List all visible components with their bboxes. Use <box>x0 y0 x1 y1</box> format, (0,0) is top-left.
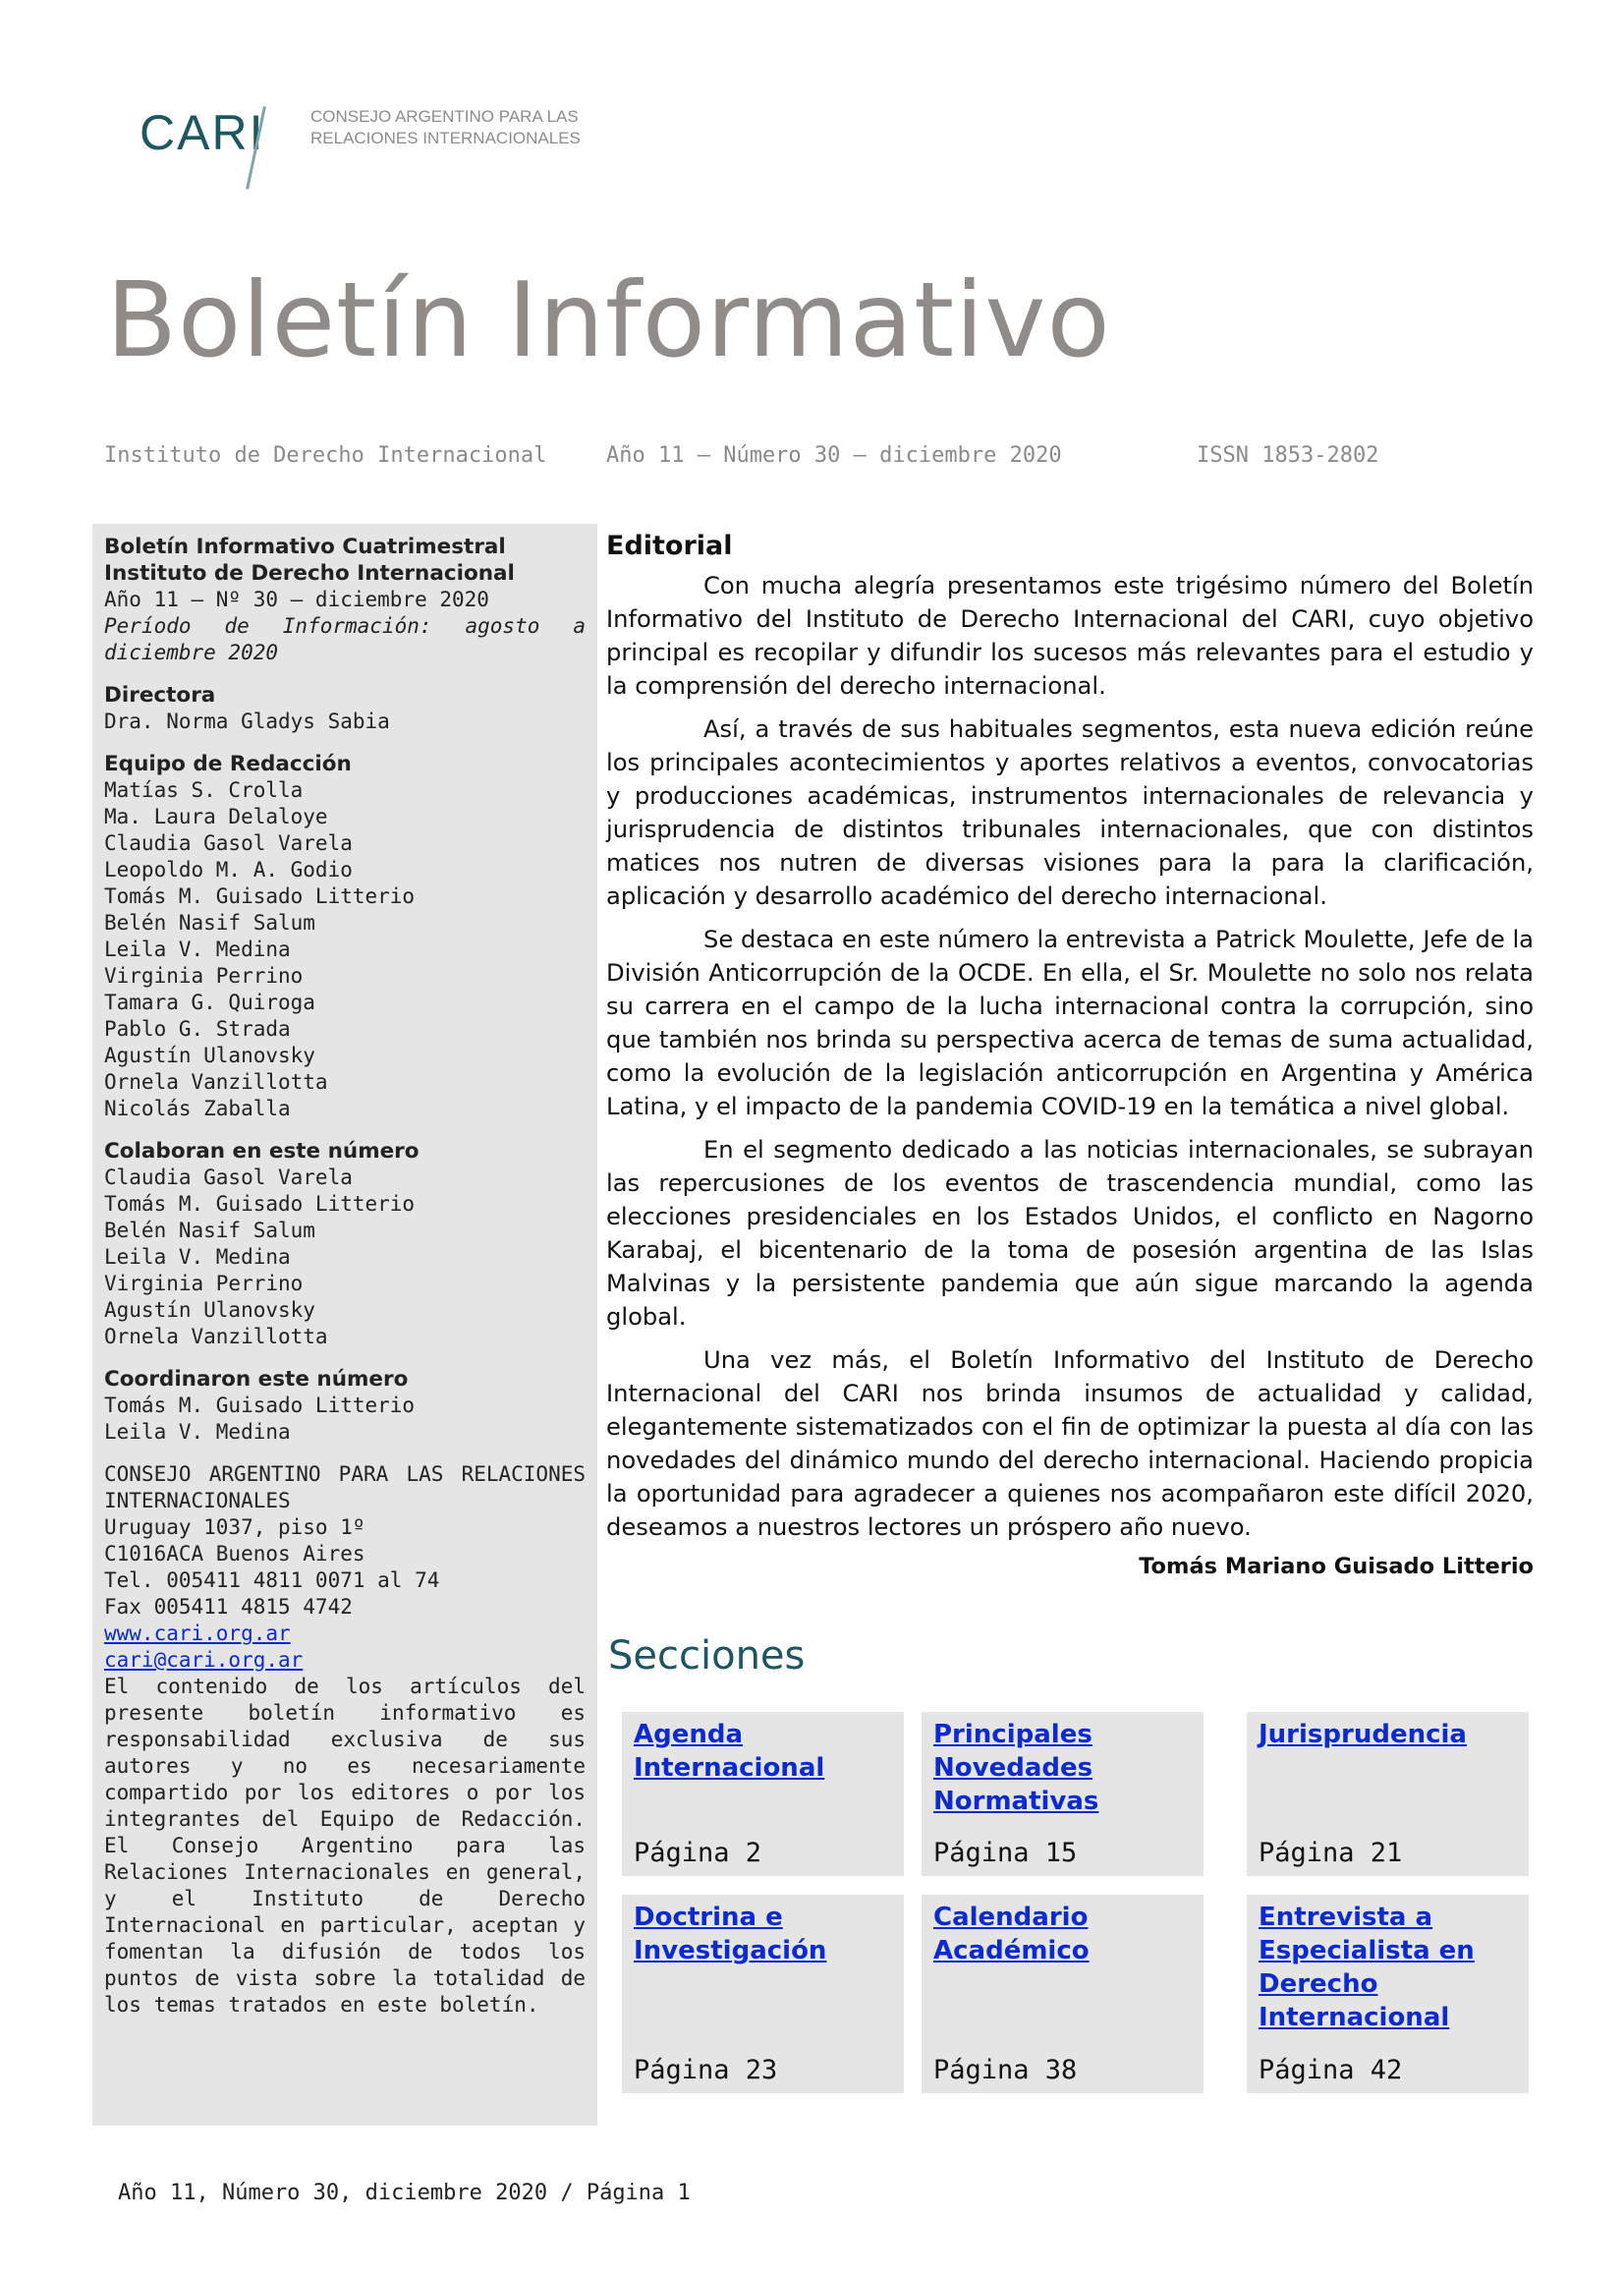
institute-label: Instituto de Derecho Internacional <box>104 443 547 468</box>
section-page-number: Página 42 <box>1259 2055 1403 2085</box>
team-member: Nicolás Zaballa <box>104 1097 291 1120</box>
issn-label: ISSN 1853-2802 <box>1197 443 1379 468</box>
team-member: Tamara G. Quiroga <box>104 991 315 1014</box>
email-link[interactable]: cari@cari.org.ar <box>104 1648 304 1672</box>
page-footer: Año 11, Número 30, diciembre 2020 / Página 1 <box>118 2181 691 2205</box>
team-member: Virginia Perrino <box>104 964 304 988</box>
editorial-paragraph: En el segmento dedicado a las noticias internacionales, se subrayan las repercusiones de los eventos de trascendencia mundial, como las elecciones presidenciales en los Estados Unidos, el conflicto en Nagorno Karabaj, el bicentenario de la toma de posesión argentina de las Islas Malvinas y la persistente pandemia que aún sigue marcando la agenda global. <box>606 1136 1534 1331</box>
team-member: Leila V. Medina <box>104 938 291 961</box>
collaborator: Virginia Perrino <box>104 1272 304 1295</box>
director-heading: Directora <box>104 683 216 708</box>
editorial-section <box>606 531 1534 1579</box>
director-name: Dra. Norma Gladys Sabia <box>104 710 390 733</box>
address-line-2: C1016ACA Buenos Aires <box>104 1542 365 1565</box>
section-page-number: Página 2 <box>634 1838 762 1868</box>
phone-number: Tel. 005411 4811 0071 al 74 <box>104 1568 440 1592</box>
team-member: Ornela Vanzillotta <box>104 1070 328 1094</box>
section-link-novedades[interactable]: Principales Novedades Normativas <box>933 1720 1099 1816</box>
coordinator: Leila V. Medina <box>104 1420 291 1444</box>
fax-number: Fax 005411 4815 4742 <box>104 1595 353 1619</box>
editorial-paragraph: Con mucha alegría presentamos este trigésimo número del Boletín Informativo del Instituto de Derecho Internacional del CARI, cuyo objetivo principal es recopilar y difundir los sucesos más relevantes para el estudio y la comprensión del derecho internacional. <box>606 572 1534 700</box>
section-page-number: Página 23 <box>634 2055 778 2085</box>
coordinator: Tomás M. Guisado Litterio <box>104 1394 416 1417</box>
logo-line-1: CONSEJO ARGENTINO PARA LAS <box>310 107 579 126</box>
org-name: CONSEJO ARGENTINO PARA LAS RELACIONES INTERNACIONALES <box>104 1462 586 1512</box>
team-member: Agustín Ulanovsky <box>104 1044 315 1067</box>
team-heading: Equipo de Redacción <box>104 752 352 776</box>
section-page-number: Página 38 <box>933 2055 1078 2085</box>
section-page-number: Página 21 <box>1259 1838 1403 1868</box>
collaborator: Claudia Gasol Varela <box>104 1166 353 1189</box>
sidebar-issue: Año 11 – Nº 30 – diciembre 2020 <box>104 588 489 611</box>
section-card-novedades <box>922 1712 1204 1876</box>
section-link-agenda[interactable]: Agenda Internacional <box>634 1720 825 1783</box>
section-link-jurisprudencia[interactable]: Jurisprudencia <box>1259 1720 1467 1749</box>
sidebar-period: Período de Información: agosto a diciembre 2020 <box>104 614 586 664</box>
team-member: Matías S. Crolla <box>104 778 304 802</box>
coordinators-list <box>104 1393 586 1446</box>
team-member: Ma. Laura Delaloye <box>104 805 328 828</box>
editorial-signature: Tomás Mariano Guisado Litterio <box>1139 1554 1534 1579</box>
editorial-paragraph: Se destaca en este número la entrevista a Patrick Moulette, Jefe de la División Anticorrupción de la OCDE. En ella, el Sr. Moulette no solo nos relata su carrera en el campo de la lucha internacional contra la corrupción, sino que también nos brinda su perspectiva acerca de temas de suma actualidad, como la evolución de la legislación anticorrupción en Argentina y América Latina, y el impacto de la pandemia COVID-19 en la temática a nivel global. <box>606 926 1534 1120</box>
team-member: Leopoldo M. A. Godio <box>104 858 353 882</box>
coordinators-heading: Coordinaron este número <box>104 1367 409 1392</box>
collaborators-list <box>104 1165 586 1350</box>
collaborator: Tomás M. Guisado Litterio <box>104 1192 416 1216</box>
team-member: Belén Nasif Salum <box>104 911 315 935</box>
section-link-entrevista[interactable]: Entrevista a Especialista en Derecho Internacional <box>1259 1903 1475 2032</box>
issue-label: Año 11 – Número 30 – diciembre 2020 <box>606 443 1062 468</box>
sections-heading: Secciones <box>608 1633 806 1679</box>
editorial-paragraph: Así, a través de sus habituales segmentos, esta nueva edición reúne los principales acontecimientos y aportes relativos a eventos, convocatorias y producciones académicas, instrumentos internacionales de relevancia y jurisprudencia de distintos tribunales internacionales, que con distintos matices nos nutren de diversas visiones para la para la clarificación, aplicación y desarrollo académico del derecho internacional. <box>606 715 1534 910</box>
collaborator: Belén Nasif Salum <box>104 1219 315 1242</box>
section-card-calendario <box>922 1895 1204 2093</box>
editorial-paragraph: Una vez más, el Boletín Informativo del Instituto de Derecho Internacional del CARI nos brinda insumos de actualidad y calidad, elegantemente sistematizados con el fin de optimizar la puesta al día con las novedades del dinámico mundo del derecho internacional. Haciendo propicia la oportunidad para agradecer a quienes nos acompañaron este difícil 2020, deseamos a nuestros lectores un próspero año nuevo. <box>606 1346 1534 1541</box>
section-link-doctrina[interactable]: Doctrina e Investigación <box>634 1903 827 1965</box>
page-title: Boletín Informativo <box>106 260 1111 380</box>
team-member: Claudia Gasol Varela <box>104 831 353 855</box>
sidebar-panel <box>92 524 597 2126</box>
team-list <box>104 777 586 1122</box>
bulletin-title-2: Instituto de Derecho Internacional <box>104 561 515 586</box>
collaborator: Ornela Vanzillotta <box>104 1325 328 1348</box>
collaborator: Leila V. Medina <box>104 1245 291 1269</box>
section-page-number: Página 15 <box>933 1838 1078 1868</box>
logo-subtitle <box>310 106 581 149</box>
logo-line-2: RELACIONES INTERNACIONALES <box>310 129 581 147</box>
bulletin-title-1: Boletín Informativo Cuatrimestral <box>104 535 506 559</box>
collaborators-heading: Colaboran en este número <box>104 1139 420 1164</box>
logo-wordmark: CARI <box>140 105 265 160</box>
disclaimer-text: El contenido de los artículos del presente boletín informativo es responsabilidad exclusiva de sus autores y no es necesariamente compartido por los editores o por los integrantes del Equipo de Redacción. El Consejo Argentino para las Relaciones Internacionales en general, y el Instituto de Derecho Internacional en particular, aceptan y fomentan la difusión de todos los puntos de vista sobre la totalidad de los temas tratados en este boletín. <box>104 1675 586 2017</box>
address-line-1: Uruguay 1037, piso 1º <box>104 1515 365 1539</box>
section-card-doctrina <box>622 1895 904 2093</box>
website-link[interactable]: www.cari.org.ar <box>104 1622 291 1645</box>
collaborator: Agustín Ulanovsky <box>104 1298 315 1322</box>
section-link-calendario[interactable]: Calendario Académico <box>933 1903 1090 1965</box>
team-member: Tomás M. Guisado Litterio <box>104 884 416 908</box>
editorial-heading: Editorial <box>606 531 733 561</box>
section-card-jurisprudencia <box>1247 1712 1529 1876</box>
section-card-entrevista <box>1247 1895 1529 2093</box>
section-card-agenda <box>622 1712 904 1876</box>
team-member: Pablo G. Strada <box>104 1017 291 1041</box>
